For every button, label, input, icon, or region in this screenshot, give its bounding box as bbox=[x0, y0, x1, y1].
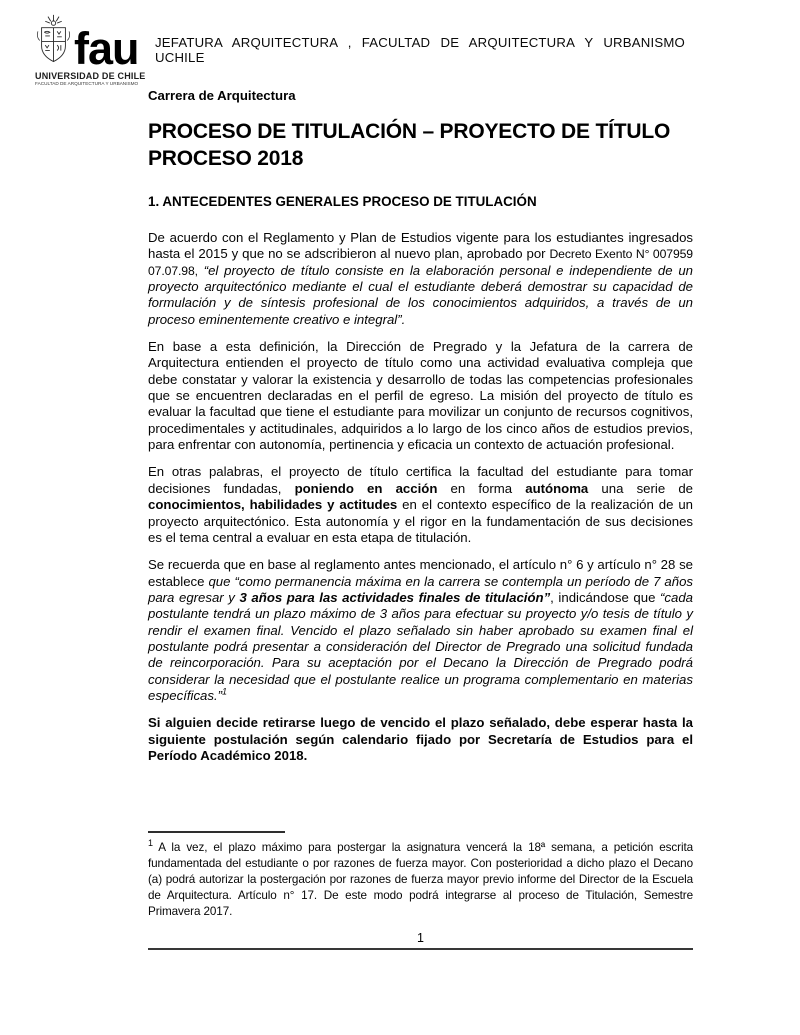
logo-university-name: UNIVERSIDAD DE CHILE bbox=[35, 71, 146, 81]
footnote-1-marker: 1 bbox=[148, 838, 153, 849]
article-quote-bold: 3 años para las actividades finales de titulación” bbox=[239, 589, 551, 605]
emphasis-autonoma: autónoma bbox=[525, 480, 589, 496]
paragraph-4-text-a: Se recuerda que en base al reglamento antes mencionado, el artículo n° 6 y artículo n° 28 se establece bbox=[148, 557, 693, 589]
emphasis-poniendo-en-accion: poniendo en acción bbox=[294, 480, 438, 496]
paragraph-5-warning: Si alguien decide retirarse luego de vencido el plazo señalado, debe esperar hasta la siguiente postulación según calendario fijado por Secretaría de Estudios para el Período Académico 2018. bbox=[148, 715, 693, 763]
section-1-heading: 1. ANTECEDENTES GENERALES PROCESO DE TITULACIÓN bbox=[148, 194, 537, 209]
paragraph-1 bbox=[148, 230, 693, 328]
page-footer bbox=[148, 929, 693, 950]
fau-logo bbox=[35, 13, 145, 88]
footnote-area bbox=[148, 831, 693, 920]
footnote-1 bbox=[148, 840, 693, 920]
paragraph-3-text-a: En otras palabras, el proyecto de título certifica la facultad del estudiante para tomar decisiones fundadas, bbox=[148, 464, 693, 496]
paragraph-3-text-d: en el contexto específico de la realización de un proyecto arquitectónico. Esta autonomía y el rigor en la fundamentación de sus decisiones es el tema central a evaluar en esta etapa de titulación. bbox=[148, 497, 693, 545]
logo-faculty-name: FACULTAD DE ARQUITECTURA Y URBANISMO bbox=[35, 82, 139, 87]
paragraph-3 bbox=[148, 464, 693, 546]
decree-reference: Decreto Exento N° 007959 07.07.98, bbox=[148, 247, 693, 278]
article-quote-a: que “como permanencia máxima en la carrera se contempla un período de 7 años para egresar y bbox=[148, 573, 693, 605]
paragraph-3-text-c: una serie de bbox=[588, 480, 693, 496]
document-body bbox=[148, 89, 693, 764]
footnote-separator bbox=[148, 831, 285, 833]
paragraph-1-text: De acuerdo con el Reglamento y Plan de Estudios vigente para los estudiantes ingresados hasta el 2015 y que no se adscribieron al nuevo plan, aprobado por bbox=[148, 230, 693, 262]
uchile-crest-icon bbox=[35, 13, 72, 68]
page-title-line1: PROCESO DE TITULACIÓN – PROYECTO DE TÍTULO bbox=[148, 120, 671, 143]
footnote-1-text: A la vez, el plazo máximo para postergar la asignatura vencerá la 18ª semana, a petición escrita fundamentada del estudiante o por razones de fuerza mayor. Con posterioridad a dicho plazo el Decano (a) podrá autorizar la postergación por razones de fuerza mayor previo informe del Director de la Escuela de Arquitectura. Artículo n° 17. De este modo podrá integrarse al proceso de Titulación, Semestre Primavera 2017. bbox=[148, 841, 693, 918]
page-title bbox=[148, 119, 693, 172]
regulation-quote: “el proyecto de título consiste en la elaboración personal e independiente de un proyecto arquitectónico mediante el cual el estudiante deberá demostrar su capacidad de formulación y de síntesis profesional de los conocimientos adquiridos, a través de un proceso eminentemente creativo e integral”. bbox=[148, 262, 693, 327]
paragraph-2 bbox=[148, 339, 693, 453]
paragraph-4 bbox=[148, 557, 693, 704]
paragraph-2-text: En base a esta definición, la Dirección de Pregrado y la Jefatura de la carrera de Arquitectura entienden el proyecto de título como una actividad evaluativa compleja que debe constatar y valorar la existencia y desarrollo de todas las competencias profesionales que se encuentren declaradas en el perfil de egreso. La misión del proyecto de título es evaluar la facultad que tiene el estudiante para movilizar un conjunto de recursos cognitivos, procedimentales y actitudinales, adquiridos a lo largo de los cinco años de estudios previos, para enfrentar con autonomía, pertinencia y eficacia un contexto de actuación profesional. bbox=[148, 339, 693, 453]
page-title-line2: PROCESO 2018 bbox=[148, 146, 304, 170]
paragraph-4-text-b: , indicándose que bbox=[550, 589, 661, 605]
footnote-reference: 1 bbox=[222, 686, 228, 697]
fau-wordmark: fau bbox=[74, 23, 139, 75]
document-header-title: JEFATURA ARQUITECTURA , FACULTAD DE ARQUITECTURA Y URBANISMO UCHILE bbox=[155, 35, 685, 65]
career-subtitle: Carrera de Arquitectura bbox=[148, 88, 296, 103]
article-quote-b: “cada postulante tendrá un plazo máximo de 3 años para efectuar su proyecto y/o tesis de título y rendir el examen final. Vencido el plazo señalado sin haber aprobado su examen final el postulante podrá presentar a consideración del Director de Pregrado una solicitud fundada de reincorporación. Para su aceptación por el Decano la Dirección de Pregrado podrá considerar la necesidad que el postulante realice un programa complementario en materias específicas.” bbox=[148, 589, 694, 703]
page-number: 1 bbox=[417, 931, 424, 945]
paragraph-3-text-b: en forma bbox=[437, 480, 526, 496]
emphasis-conocimientos: conocimientos, habilidades y actitudes bbox=[148, 497, 398, 513]
